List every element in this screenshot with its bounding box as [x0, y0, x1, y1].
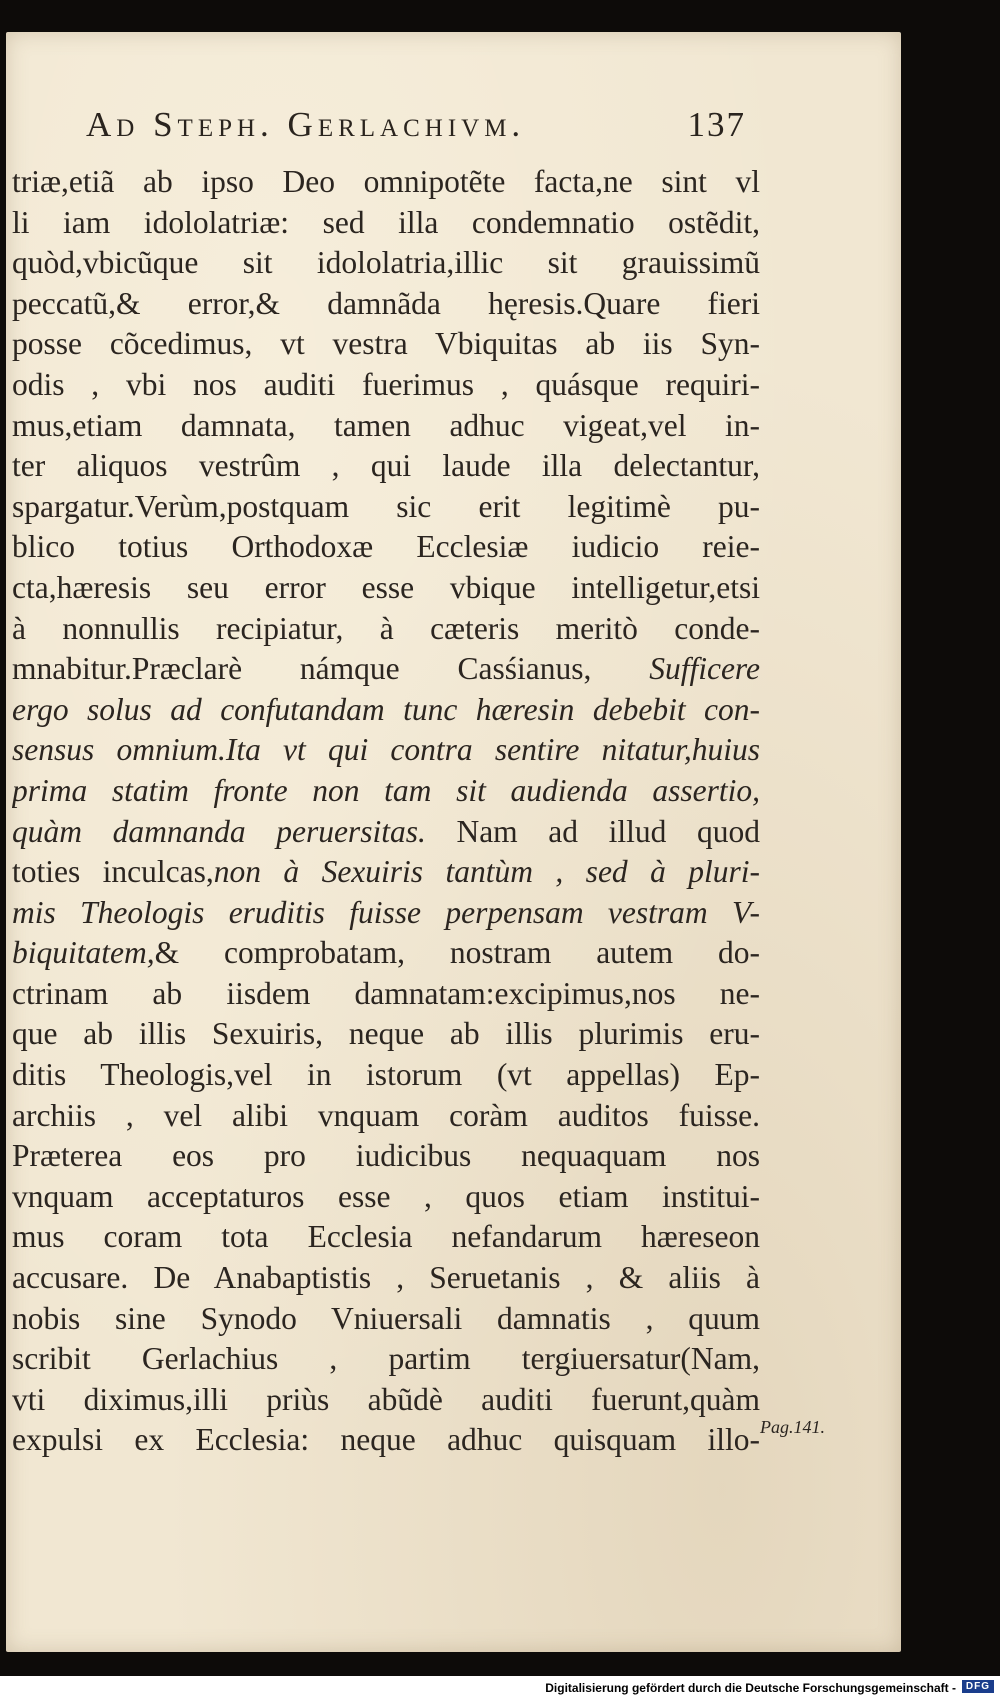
- text-line: [12, 324, 760, 365]
- running-title: Ad Steph. Gerlachivm.: [86, 105, 526, 144]
- text-line-content: à nonnullis recipiatur, à cæteris meritò conde-: [12, 610, 760, 646]
- text-line-content: nobis sine Synodo Vniuersali damnatis , quum: [12, 1300, 760, 1336]
- text-line-content: toties inculcas,: [12, 854, 214, 890]
- text-line: [12, 1420, 760, 1461]
- text-line: [12, 609, 760, 650]
- running-header: [86, 105, 746, 157]
- page-number: 137: [687, 105, 746, 144]
- text-line-content: prima statim fronte non tam sit audienda assertio,: [12, 772, 760, 808]
- text-line: [12, 1258, 760, 1299]
- text-line-content: quàm damnanda peruersitas.: [12, 813, 426, 849]
- text-line: [12, 1217, 760, 1258]
- dfg-logo: DFG: [962, 1680, 994, 1693]
- text-line: [12, 852, 760, 893]
- text-line-content: odis , vbi nos auditi fuerimus , quásque requiri-: [12, 366, 760, 402]
- text-line-content: li iam idololatriæ: sed illa condemnatio ostẽdit,: [12, 204, 760, 240]
- text-line-content: ergo solus ad confutandam tunc hæresin debebit con-: [12, 691, 760, 727]
- text-line-content: cta,hæresis seu error esse vbique intelligetur,etsi: [12, 569, 760, 605]
- text-line: [12, 649, 760, 690]
- text-line: [12, 1380, 760, 1421]
- text-line: [12, 284, 760, 325]
- text-line-content: posse cõcedimus, vt vestra Vbiquitas ab iis Syn-: [12, 326, 760, 362]
- text-line: [12, 974, 760, 1015]
- text-line-content: Præterea eos pro iudicibus nequaquam nos: [12, 1138, 760, 1174]
- text-line: [12, 771, 760, 812]
- text-line: [12, 893, 760, 934]
- text-line-content: biquitatem,: [12, 935, 155, 971]
- text-line-content: mus,etiam damnata, tamen adhuc vigeat,vel in-: [12, 407, 760, 443]
- text-line: [12, 1177, 760, 1218]
- text-line-content: mis Theologis eruditis fuisse perpensam vestram V-: [12, 894, 760, 930]
- text-line: [12, 1339, 760, 1380]
- text-line-content: expulsi ex Ecclesia: neque adhuc quisquam illo-: [12, 1422, 760, 1458]
- text-line: [12, 527, 760, 568]
- text-line: [12, 487, 760, 528]
- text-line-content: blico totius Orthodoxæ Ecclesiæ iudicio reie-: [12, 529, 760, 565]
- text-line-content: que ab illis Sexuiris, neque ab illis plurimis eru-: [12, 1016, 760, 1052]
- text-line: [12, 1055, 760, 1096]
- digitization-footer: [0, 1676, 1000, 1700]
- text-line-content: sensus omnium.Ita vt qui contra sentire nitatur,huius: [12, 732, 760, 768]
- text-line-content: triæ,etiã ab ipso Deo omnipotẽte facta,ne sint vl: [12, 164, 760, 199]
- text-line: [12, 365, 760, 406]
- book-page: [6, 32, 901, 1652]
- text-line-roman-tail: & comprobatam, nostram autem do-: [154, 935, 760, 971]
- text-line-content: mnabitur.Præclarè námque Casśianus,: [12, 651, 650, 687]
- text-line-content: spargatur.Verùm,postquam sic erit legitimè pu-: [12, 488, 760, 524]
- body-text: [12, 162, 760, 1461]
- text-line-content: accusare. De Anabaptistis , Seruetanis , & aliis à: [12, 1260, 760, 1296]
- text-line: [12, 446, 760, 487]
- text-line-italic-tail: non à Sexuiris tantùm , sed à pluri-: [213, 854, 760, 890]
- margin-note: Pag.141.: [760, 1417, 825, 1437]
- text-line: [12, 162, 760, 203]
- text-line-content: ditis Theologis,vel in istorum (vt appellas) Ep-: [12, 1057, 760, 1093]
- text-line: [12, 406, 760, 447]
- text-line-content: scribit Gerlachius , partim tergiuersatur(Nam,: [12, 1341, 760, 1377]
- text-line: [12, 1096, 760, 1137]
- text-line: [12, 1136, 760, 1177]
- text-line-italic-tail: Sufficere: [649, 651, 760, 687]
- text-line-content: mus coram tota Ecclesia nefandarum hæreseon: [12, 1219, 760, 1255]
- text-line-roman-tail: Nam ad illud quod: [425, 813, 760, 849]
- footer-credit: Digitalisierung gefördert durch die Deutsche Forschungsgemeinschaft -: [545, 1681, 956, 1695]
- text-line-content: vti diximus,illi priùs abũdè auditi fuerunt,quàm: [12, 1381, 760, 1417]
- text-line: [12, 730, 760, 771]
- text-line: [12, 1014, 760, 1055]
- text-line-content: vnquam acceptaturos esse , quos etiam institui-: [12, 1178, 760, 1214]
- text-line: [12, 690, 760, 731]
- text-line: [12, 243, 760, 284]
- text-line-content: ctrinam ab iisdem damnatam:excipimus,nos ne-: [12, 975, 760, 1011]
- text-line-content: ter aliquos vestrûm , qui laude illa delectantur,: [12, 448, 760, 484]
- text-line: [12, 1299, 760, 1340]
- text-line-content: peccatũ,& error,& damnãda hęresis.Quare fieri: [12, 285, 760, 321]
- text-line: [12, 568, 760, 609]
- text-line: [12, 812, 760, 853]
- text-line: [12, 203, 760, 244]
- text-line: [12, 933, 760, 974]
- text-line-content: archiis , vel alibi vnquam coràm auditos fuisse.: [12, 1097, 760, 1133]
- text-line-content: quòd,vbicũque sit idololatria,illic sit grauissimũ: [12, 245, 760, 281]
